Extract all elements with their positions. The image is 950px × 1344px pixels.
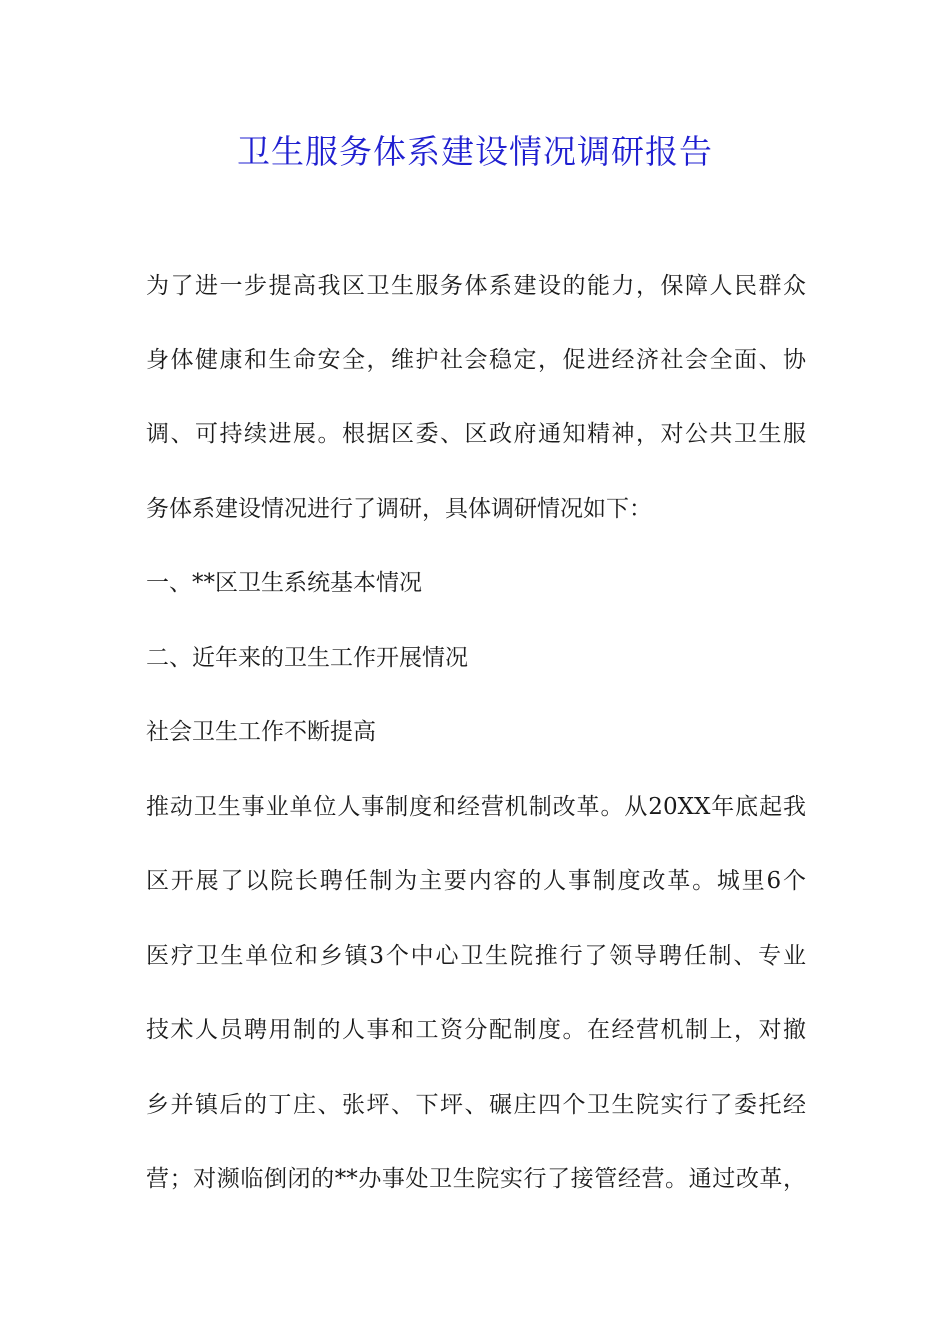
subsection-heading: 社会卫生工作不断提高 (146, 719, 376, 745)
paragraph-line-9: 乡并镇后的丁庄、张坪、下坪、碾庄四个卫生院实行了委托经 (146, 1092, 806, 1118)
paragraph-line-5: 推动卫生事业单位人事制度和经营机制改革。从20XX年底起我 (146, 794, 806, 820)
paragraph-line-10: 营；对濒临倒闭的**办事处卫生院实行了接管经营。通过改革， (146, 1166, 806, 1192)
paragraph-line-6: 区开展了以院长聘任制为主要内容的人事制度改革。城里6个 (146, 868, 806, 894)
paragraph-line-8: 技术人员聘用制的人事和工资分配制度。在经营机制上，对撤 (146, 1017, 806, 1043)
paragraph-line-3: 调、可持续进展。根据区委、区政府通知精神，对公共卫生服 (146, 421, 806, 447)
section-heading-1: 一、**区卫生系统基本情况 (146, 570, 422, 596)
paragraph-line-4: 务体系建设情况进行了调研，具体调研情况如下： (146, 496, 652, 522)
paragraph-line-1: 为了进一步提高我区卫生服务体系建设的能力，保障人民群众 (146, 273, 806, 299)
paragraph-line-2: 身体健康和生命安全，维护社会稳定，促进经济社会全面、协 (146, 347, 806, 373)
document-title: 卫生服务体系建设情况调研报告 (237, 132, 713, 171)
section-heading-2: 二、近年来的卫生工作开展情况 (146, 645, 468, 671)
paragraph-line-7: 医疗卫生单位和乡镇3个中心卫生院推行了领导聘任制、专业 (146, 943, 806, 969)
